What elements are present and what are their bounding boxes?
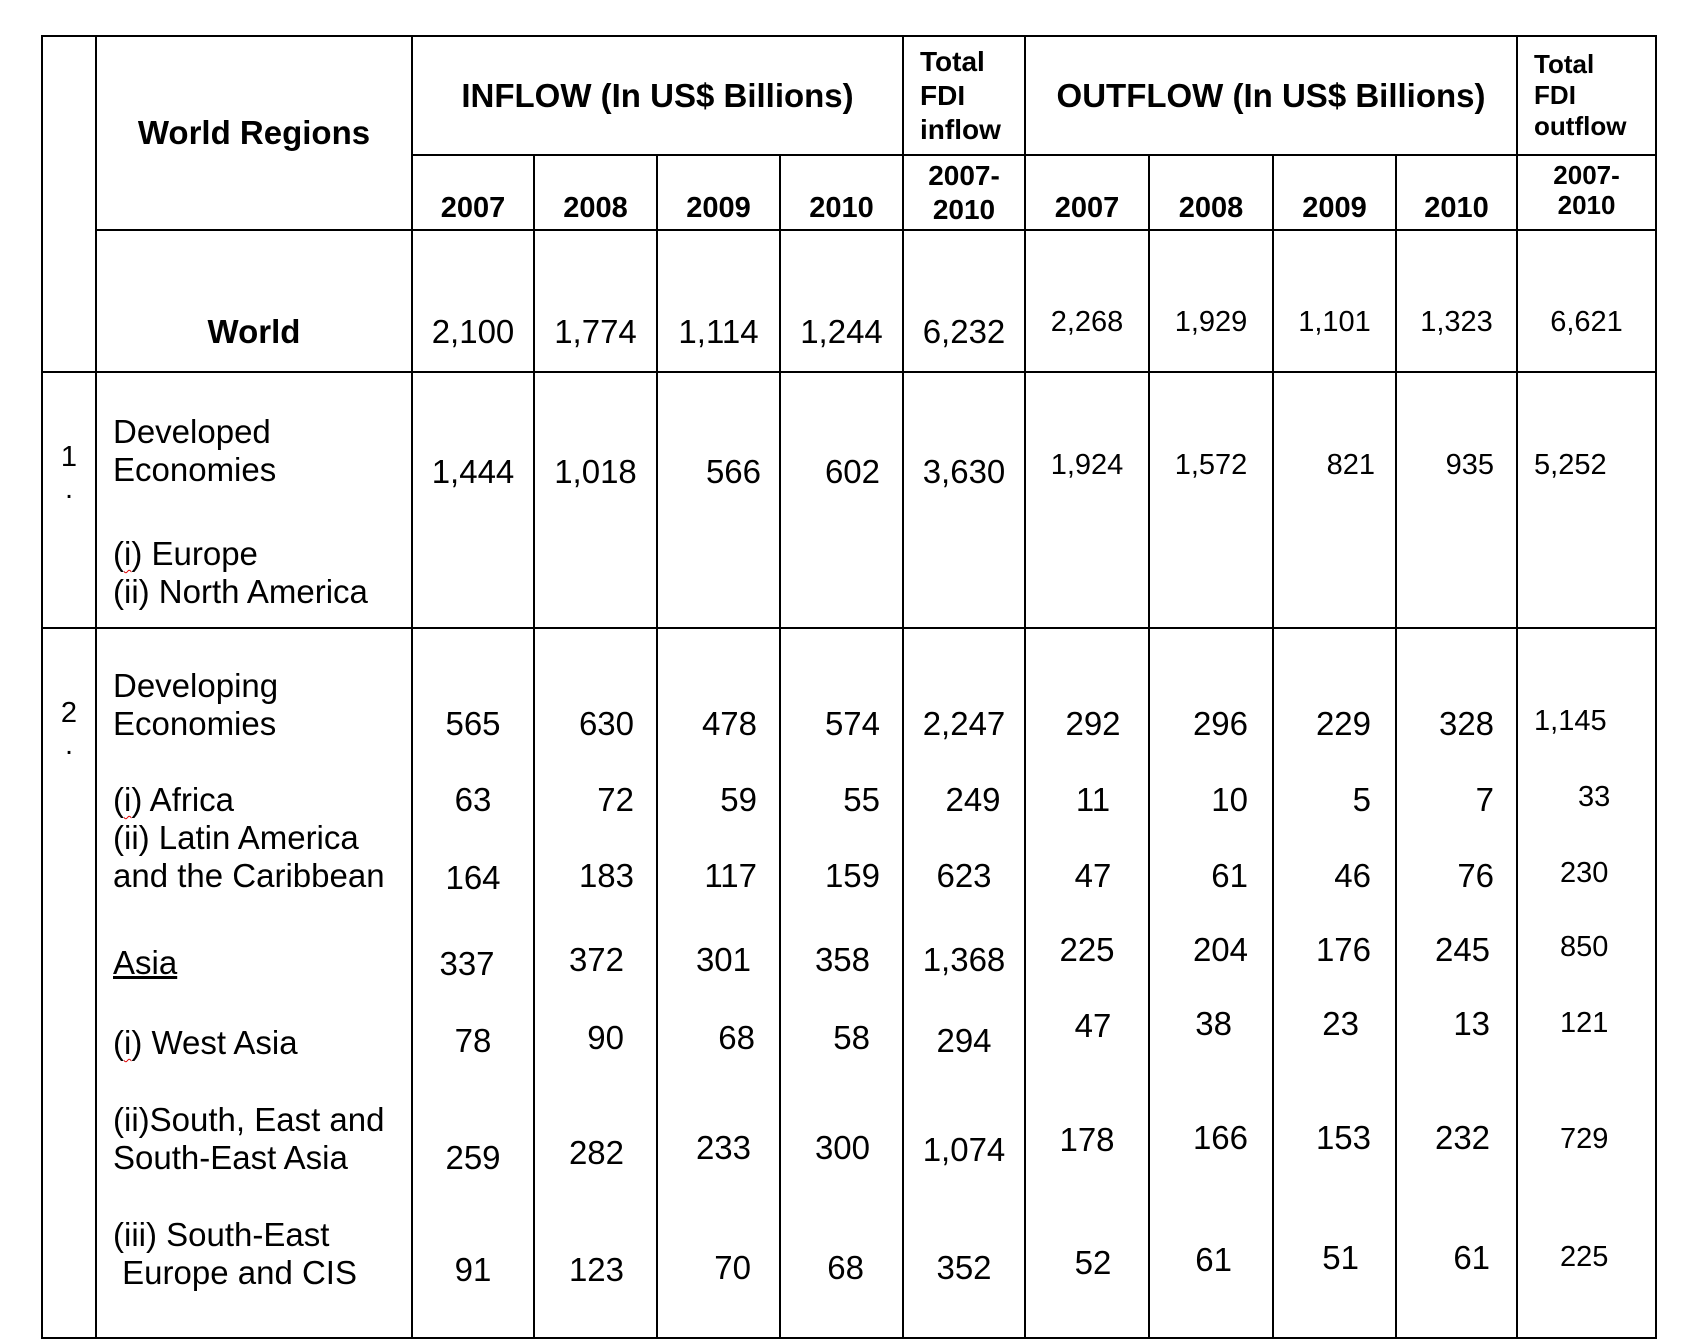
cell: 292 [1065,705,1121,742]
cell: 123 [568,1251,624,1288]
world-inflow-2010: 1,244 [780,230,903,372]
inflow-period [903,155,1025,230]
cell: 72 [597,781,634,818]
developing-label-1: Developing [113,667,279,704]
developing-outflow-2010-col [1396,628,1517,1338]
world-inflow-2009: 1,114 [657,230,780,372]
asia-label-text: Asia [113,944,178,981]
cell: 2,247 [922,705,1006,742]
outflow-period-start: 2007- [1553,160,1620,190]
cell: 61 [1195,1241,1232,1278]
latin-america-label-1: (ii) Latin America [113,819,359,856]
developing-index [42,628,96,1338]
outflow-year-2010: 2010 [1396,155,1517,230]
developing-total-outflow-col [1517,628,1656,1338]
cell: 63 [454,781,492,818]
cell: 70 [714,1249,751,1286]
total-outflow-line-1: Total [1534,49,1595,79]
cell: 294 [936,1022,992,1059]
cell: 10 [1211,781,1248,818]
world-total-outflow: 6,621 [1517,230,1656,372]
cell: 61 [1211,857,1248,894]
cell: 230 [1560,857,1609,889]
total-inflow-header [903,36,1025,155]
cell: 358 [814,941,870,978]
cell: 282 [568,1134,624,1171]
developed-sub-europe: (i) Europe [113,535,258,572]
developing-index-dot: . [64,729,74,761]
developed-index [42,372,96,628]
cell: 1,368 [922,941,1006,978]
developing-label-2: Economies [113,705,277,742]
cell: 337 [439,945,495,982]
cell: 33 [1578,781,1611,813]
world-regions-header: World Regions [96,36,412,230]
inflow-year-2010: 2010 [780,155,903,230]
outflow-year-2009: 2009 [1273,155,1396,230]
cell: 13 [1453,1005,1491,1042]
total-outflow-header [1517,36,1656,155]
cell: 46 [1334,857,1371,894]
cell: 245 [1434,931,1491,968]
inflow-period-end: 2010 [932,193,996,225]
cell: 233 [695,1129,751,1166]
developed-label-1: Developed [113,413,271,450]
world-outflow-2008: 1,929 [1149,230,1273,372]
developing-labels [96,628,412,1338]
cell: 61 [1453,1239,1491,1276]
cell: 1,145 [1534,705,1607,737]
cell: 91 [454,1251,492,1288]
cell: 11 [1075,781,1111,818]
cell: 178 [1059,1121,1115,1158]
cell: 55 [843,781,880,818]
developed-index-number: 1 [60,441,78,473]
cell: 478 [701,705,757,742]
cell: 232 [1434,1119,1491,1156]
developing-block [42,628,1656,1338]
developing-index-number: 2 [60,697,78,729]
cell: 225 [1059,931,1115,968]
cell: 78 [454,1022,492,1059]
cell: 300 [814,1129,870,1166]
total-inflow-line-2: FDI [920,79,966,111]
developing-outflow-2009-col [1273,628,1396,1338]
cell: 159 [824,857,880,894]
inflow-year-2009: 2009 [657,155,780,230]
cell: 204 [1192,931,1248,968]
world-inflow-2007: 2,100 [412,230,534,372]
cell: 630 [578,705,634,742]
cell: 121 [1560,1007,1609,1039]
outflow-year-2007: 2007 [1025,155,1149,230]
total-inflow-line-1: Total [920,45,985,77]
developed-inflow-2010: 602 [780,372,903,628]
cell: 328 [1438,705,1495,742]
developed-total-inflow: 3,630 [903,372,1025,628]
developed-outflow-2008: 1,572 [1149,372,1273,628]
cell: 729 [1560,1123,1609,1155]
developed-index-dot: . [64,473,74,505]
developing-inflow-2009-col [657,628,780,1338]
developed-row [42,372,1656,628]
cell: 117 [704,857,757,894]
cell: 164 [445,859,501,896]
world-outflow-2009: 1,101 [1273,230,1396,372]
developing-total-inflow-col [903,628,1025,1338]
developed-total-outflow: 5,252 [1517,372,1656,628]
cell: 68 [718,1019,755,1056]
cell: 68 [827,1249,864,1286]
inflow-year-2007: 2007 [412,155,534,230]
fdi-table [41,35,1657,1339]
world-label: World [96,230,412,372]
cell: 38 [1195,1005,1232,1042]
see-cis-label-2: Europe and CIS [113,1254,357,1291]
asia-label [113,944,177,982]
cell: 58 [833,1019,870,1056]
cell: 372 [568,941,624,978]
developed-label-cell [96,372,412,628]
cell: 90 [587,1019,624,1056]
cell: 301 [695,941,751,978]
cell: 352 [936,1249,992,1286]
cell: 51 [1322,1239,1359,1276]
index-header-cell [42,36,96,372]
africa-label: (i) Africa [113,781,235,818]
developed-outflow-2010: 935 [1396,372,1517,628]
cell: 47 [1074,857,1112,894]
cell: 1,074 [922,1131,1006,1168]
cell: 259 [445,1139,501,1176]
cell: 574 [824,705,880,742]
cell: 166 [1192,1119,1248,1156]
cell: 76 [1457,857,1495,894]
world-inflow-2008: 1,774 [534,230,657,372]
inflow-header: INFLOW (In US$ Billions) [412,36,903,155]
developed-inflow-2007: 1,444 [412,372,534,628]
developed-outflow-2007: 1,924 [1025,372,1149,628]
south-east-asia-label-2: South-East Asia [113,1139,348,1176]
inflow-period-start: 2007- [928,159,1000,191]
cell: 176 [1315,931,1371,968]
developed-inflow-2009: 566 [657,372,780,628]
outflow-header: OUTFLOW (In US$ Billions) [1025,36,1517,155]
world-outflow-2010: 1,323 [1396,230,1517,372]
outflow-period [1517,155,1656,230]
total-outflow-line-2: FDI [1534,80,1576,110]
outflow-period-end: 2010 [1557,190,1616,220]
world-total-inflow: 6,232 [903,230,1025,372]
outflow-year-2008: 2008 [1149,155,1273,230]
cell: 59 [720,781,757,818]
cell: 229 [1315,705,1371,742]
inflow-year-2008: 2008 [534,155,657,230]
latin-america-label-2: and the Caribbean [113,857,385,894]
developing-inflow-2008-col [534,628,657,1338]
cell: 7 [1475,781,1495,818]
cell: 5 [1352,781,1371,818]
cell: 225 [1560,1241,1609,1273]
cell: 565 [445,705,501,742]
developed-outflow-2009: 821 [1273,372,1396,628]
developing-inflow-2007-col [412,628,534,1338]
developed-label-2: Economies [113,451,277,488]
cell: 623 [936,857,992,894]
cell: 47 [1074,1007,1112,1044]
cell: 296 [1192,705,1248,742]
south-east-asia-label-1: (ii)South, East and [113,1101,385,1138]
see-cis-label-1: (iii) South-East [113,1216,330,1253]
cell: 850 [1560,931,1609,963]
developing-inflow-2010-col [780,628,903,1338]
world-outflow-2007: 2,268 [1025,230,1149,372]
cell: 52 [1074,1244,1112,1281]
cell: 153 [1315,1119,1371,1156]
developed-inflow-2008: 1,018 [534,372,657,628]
cell: 183 [578,857,634,894]
cell: 23 [1322,1005,1359,1042]
cell: 249 [945,781,1001,818]
total-outflow-line-3: outflow [1534,111,1627,141]
developing-outflow-2008-col [1149,628,1273,1338]
world-row [42,230,1656,372]
developed-sub-north-america: (ii) North America [113,573,368,610]
total-inflow-line-3: inflow [920,113,1001,145]
west-asia-label: (i) West Asia [113,1024,298,1061]
developing-outflow-2007-col [1025,628,1149,1338]
